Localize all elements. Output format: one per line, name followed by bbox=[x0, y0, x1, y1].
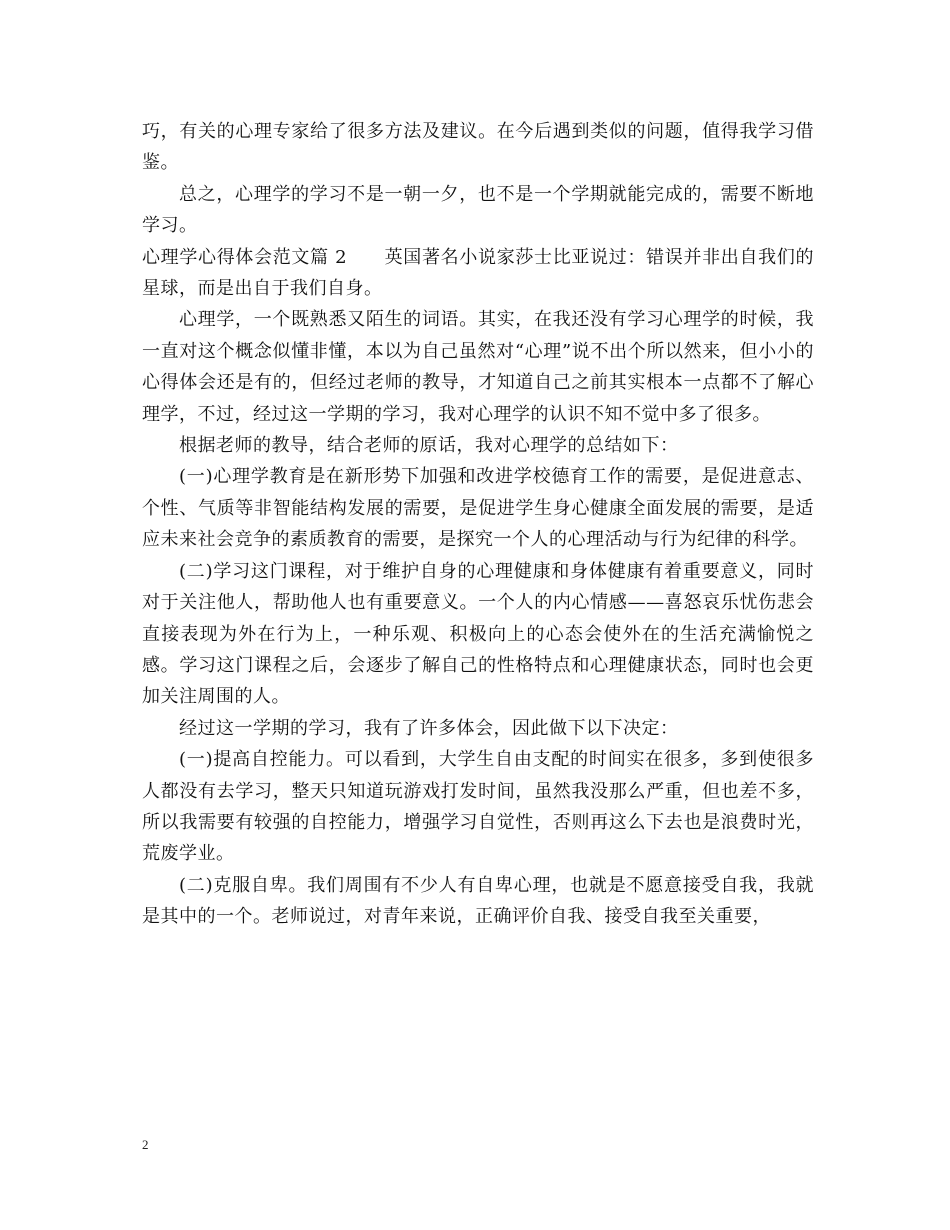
section-heading-paragraph: 心理学心得体会范文篇 2 英国著名小说家莎士比亚说过：错误并非出自我们的星球，而是出自于我们自身。 bbox=[142, 246, 814, 300]
paragraph: 总之，心理学的学习不是一朝一夕，也不是一个学期就能完成的，需要不断地学习。 bbox=[142, 183, 814, 237]
paragraph: 根据老师的教导，结合老师的原话，我对心理学的总结如下： bbox=[179, 435, 679, 457]
paragraph: 心理学，一个既熟悉又陌生的词语。其实，在我还没有学习心理学的时候，我一直对这个概念似懂非懂，本以为自己虽然对“心理”说不出个所以然来，但小小的心得体会还是有的，但经过老师的教导，才知道自己之前其实根本一点都不了解心理学，不过，经过这一学期的学习，我对心理学的认识不知不觉中多了很多。 bbox=[142, 309, 814, 425]
paragraph: 巧，有关的心理专家给了很多方法及建议。在今后遇到类似的问题，值得我学习借鉴。 bbox=[142, 121, 814, 174]
body-text bbox=[142, 116, 814, 933]
paragraph: (二)学习这门课程，对于维护自身的心理健康和身体健康有着重要意义，同时对于关注他人，帮助他人也有重要意义。一个人的内心情感——喜怒哀乐忧伤悲会直接表现为外在行为上，一种乐观、积极向上的心态会使外在的生活充满愉悦之感。学习这门课程之后，会逐步了解自己的性格特点和心理健康状态，同时也会更加关注周围的人。 bbox=[142, 560, 814, 708]
paragraph: (一)心理学教育是在新形势下加强和改进学校德育工作的需要，是促进意志、个性、气质等非智能结构发展的需要，是促进学生身心健康全面发展的需要，是适应未来社会竞争的素质教育的需要，是探究一个人的心理活动与行为纪律的科学。 bbox=[142, 466, 814, 551]
paragraph: 经过这一学期的学习，我有了许多体会，因此做下以下决定： bbox=[179, 717, 679, 739]
page-number: 2 bbox=[142, 1137, 149, 1152]
paragraph: (二)克服自卑。我们周围有不少人有自卑心理，也就是不愿意接受自我，我就是其中的一个。老师说过，对青年来说，正确评价自我、接受自我至关重要， bbox=[142, 874, 814, 928]
paragraph: (一)提高自控能力。可以看到，大学生自由支配的时间实在很多，多到使很多人都没有去学习，整天只知道玩游戏打发时间，虽然我没那么严重，但也差不多，所以我需要有较强的自控能力，增强学习自觉性，否则再这么下去也是浪费时光，荒废学业。 bbox=[142, 749, 814, 865]
